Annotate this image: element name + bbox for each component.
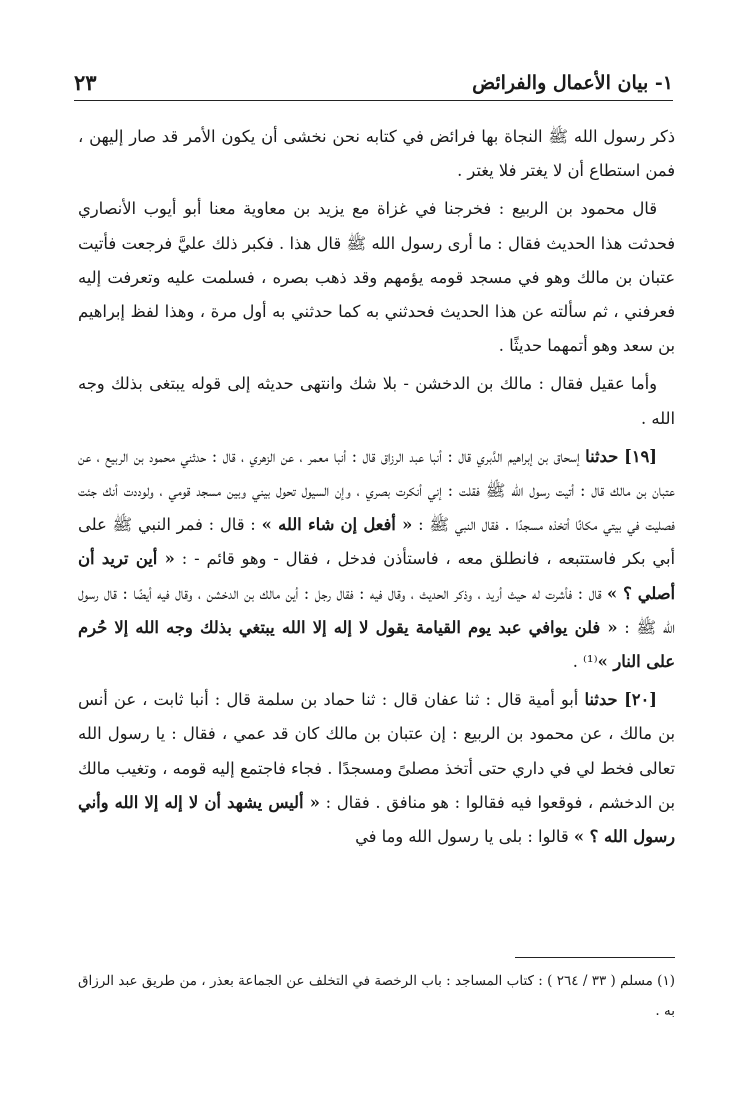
footnote-divider <box>515 957 675 958</box>
bold-text: « أفعل إن شاء الله » <box>261 515 413 535</box>
footnote: (١) مسلم ( ٣٣ / ٢٦٤ ) : كتاب المساجد : باب الرخصة في التخلف عن الجماعة بعذر ، من طريق عبد الرزاق به . <box>78 973 675 1019</box>
paragraph <box>78 440 675 679</box>
text-run: أبو أمية قال : ثنا عفان قال : ثنا حماد بن سلمة قال : أنبا ثابت ، عن أنس بن مالك ، عن محمود بن الربيع : إن عتبان بن مالك كان قد عمي ، فقال : يا رسول الله تعالى فخط لي في داري حتى أتخذ مصلىً ومسجدًا . فجاء فاجتمع إليه قومه ، وتغيب مالك بن الدخشم ، فوقعوا فيه فقالوا : هو منافق . فقال : <box>78 690 675 812</box>
chapter-title: ١- بيان الأعمال والفرائض <box>472 72 673 94</box>
bold-text: « أليس يشهد أن لا إله إلا الله وأني رسول الله ؟ » <box>78 792 675 847</box>
main-text <box>78 120 675 858</box>
bold-text: [١٩] حدثنا <box>585 446 657 466</box>
paragraph <box>78 367 675 435</box>
text-run: إسحاق بن إبراهيم الدَّبري قال : أنبا عبد الرزاق قال : أنبا معمر ، عن الزهري ، قال : حدثني محمود بن الربيع ، عن عتبان بن مالك قال : أتيت رسول الله ﷺ فقلت : إني أنكرت بصري ، وإن السيول تحول بيني وبين مسجد قومي ، ولوددت أنك جئت فصليت في بيتي مكانًا أتخذه مسجدًا . فقال النبي ﷺ : <box>78 446 675 535</box>
running-header <box>74 62 673 101</box>
text-run: قالوا : بلى يا رسول الله وما في <box>355 827 574 847</box>
bold-text: « فلن يوافي عبد يوم القيامة يقول لا إله إلا الله يبتغي بذلك وجه الله إلا حُرم على النار » <box>78 617 675 672</box>
text-run: وأما عقيل فقال : مالك بن الدخشن - بلا شك وانتهى حديثه إلى قوله يبتغى بذلك وجه الله . <box>78 374 675 428</box>
text-run: قال محمود بن الربيع : فخرجنا في غزاة مع يزيد بن معاوية معنا أبو أيوب الأنصاري فحدثت هذا الحديث فقال : ما أرى رسول الله ﷺ قال هذا . فكبر ذلك عليَّ فرجعت فأتيت عتبان بن مالك وهو في مسجد قومه يؤمهم وقد ذهب بصره ، فسلمت عليه وتعرفت إليه فعرفني ، ثم سألته عن هذا الحديث فحدثني به كما حدثني به أول مرة ، وهذا لفظ إبراهيم بن سعد وهو أتمهما حديثًا . <box>78 199 675 356</box>
text-run: : قال : فمر النبي ﷺ على أبي بكر فاستتبعه ، فانطلق معه ، فاستأذن فدخل ، فقال - وهو قائم - : <box>78 515 675 569</box>
paragraph <box>78 192 675 363</box>
paragraph <box>78 120 675 188</box>
text-run: ⁽¹⁾ . <box>572 652 598 672</box>
paragraph <box>78 683 675 854</box>
text-run: ذكر رسول الله ﷺ النجاة بها فرائض في كتابه نحن نخشى أن يكون الأمر قد صار إليهن ، فمن استطاع أن لا يغتر فلا يغتر . <box>78 127 675 181</box>
text-run: قال : فأشرت له حيث أريد ، وذكر الحديث ، وقال فيه : فقال رجل : أين مالك بن الدخشن ، وقال فيه أيضًا : قال رسول الله ﷺ : <box>78 583 675 637</box>
page-number: ٢٣ <box>74 70 97 95</box>
bold-text: [٢٠] حدثنا <box>584 690 657 710</box>
bold-text: « أين تريد أن أصلي ؟ » <box>78 549 675 603</box>
